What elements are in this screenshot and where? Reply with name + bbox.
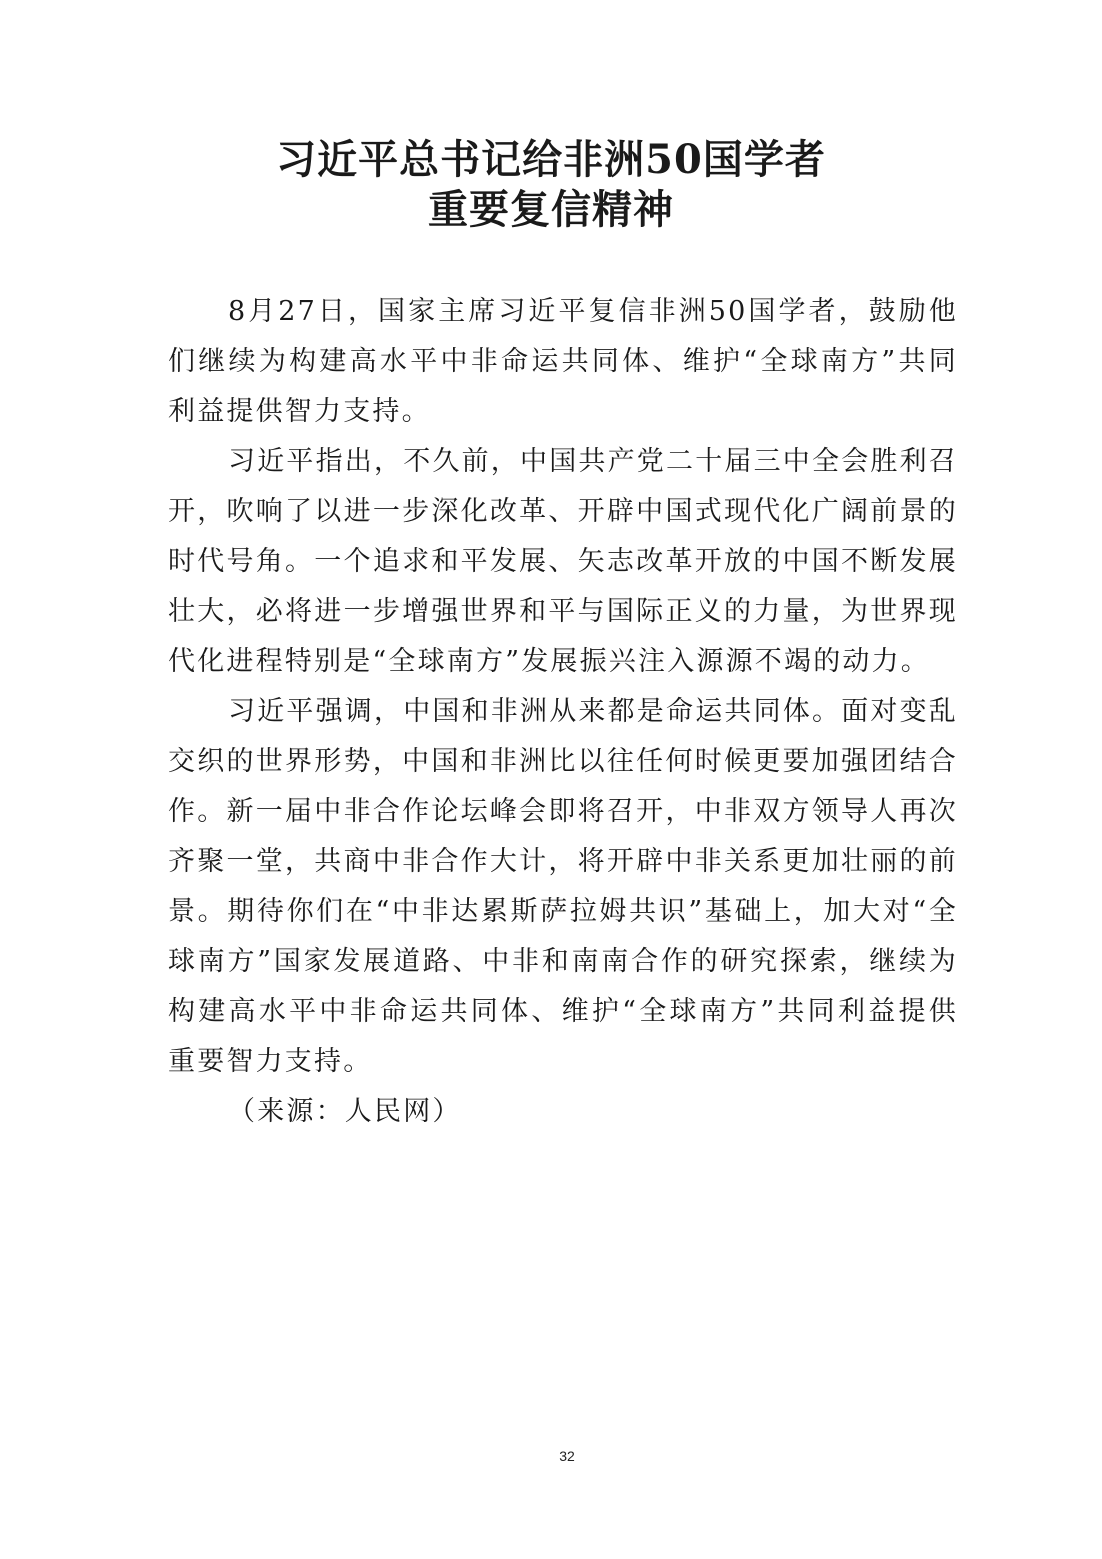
document-body — [168, 287, 958, 1137]
document-title-line-1: 习近平总书记给非洲50国学者 — [276, 136, 826, 183]
source-note: （来源：人民网） — [228, 1096, 462, 1127]
paragraph-3: 习近平强调，中国和非洲从来都是命运共同体。面对变乱交织的世界形势，中国和非洲比以往任何时候更要加强团结合作。新一届中非合作论坛峰会即将召开，中非双方领导人再次齐聚一堂，共商中非合作大计，将开辟中非关系更加壮丽的前景。期待你们在“中非达累斯萨拉姆共识”基础上，加大对“全球南方”国家发展道路、中非和南南合作的研究探索，继续为构建高水平中非命运共同体、维护“全球南方”共同利益提供重要智力支持。 — [168, 696, 958, 1077]
page-number: 32 — [559, 1448, 575, 1464]
paragraph-2: 习近平指出，不久前，中国共产党二十届三中全会胜利召开，吹响了以进一步深化改革、开辟中国式现代化广阔前景的时代号角。一个追求和平发展、矢志改革开放的中国不断发展壮大，必将进一步增强世界和平与国际正义的力量，为世界现代化进程特别是“全球南方”发展振兴注入源源不竭的动力。 — [168, 446, 958, 677]
document-title-line-2: 重要复信精神 — [428, 186, 674, 233]
paragraph-1: 8月27日，国家主席习近平复信非洲50国学者，鼓励他们继续为构建高水平中非命运共同体、维护“全球南方”共同利益提供智力支持。 — [168, 296, 958, 427]
